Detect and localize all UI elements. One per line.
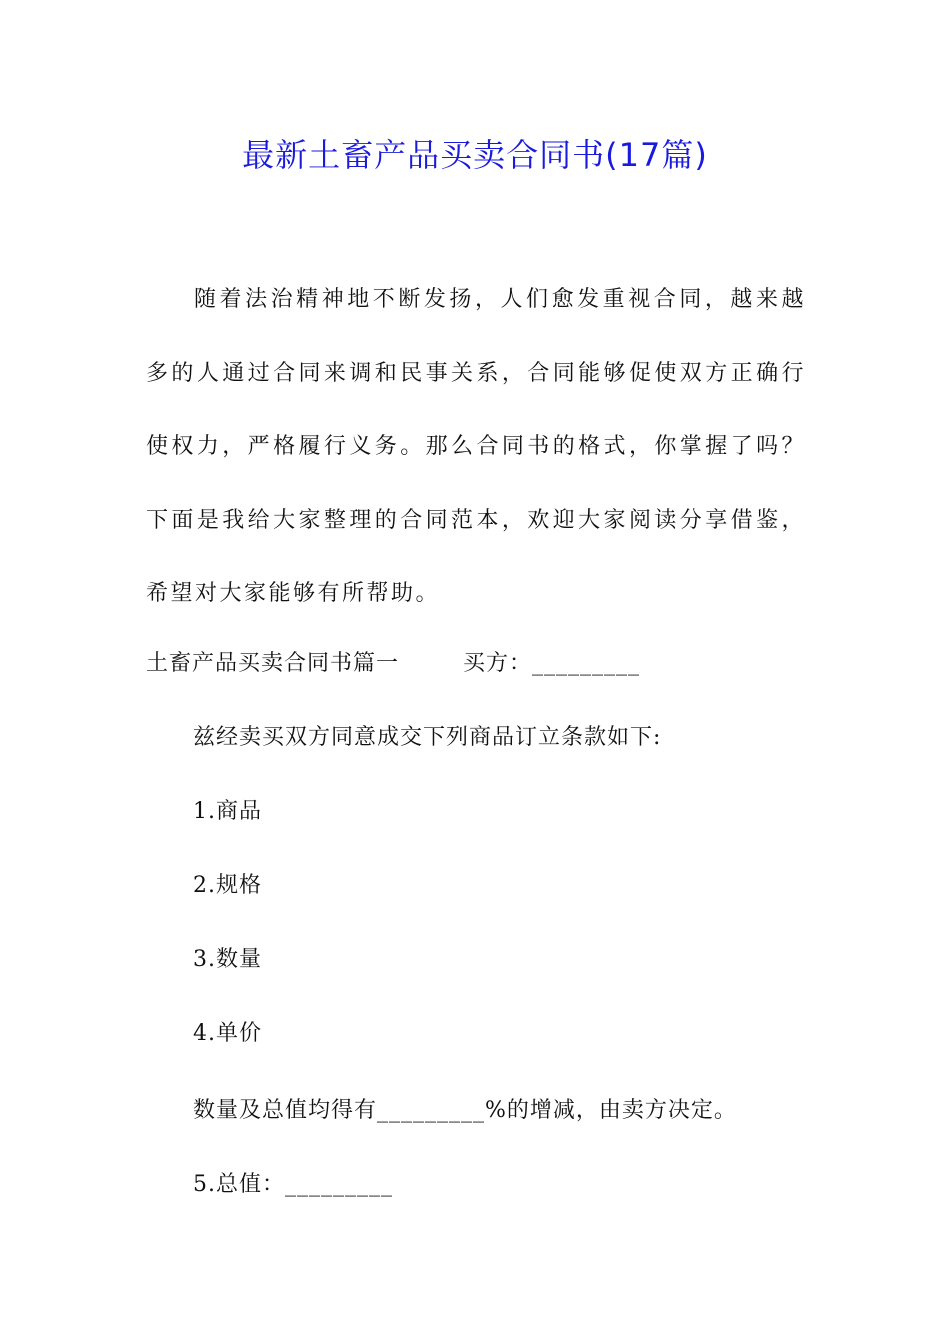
- item-quantity: 3.数量: [193, 947, 262, 972]
- item-unit-price: 4.单价: [193, 1021, 262, 1046]
- agreement-line: 兹经卖买双方同意成交下列商品订立条款如下:: [193, 725, 662, 750]
- item-product: 1.商品: [193, 799, 262, 824]
- intro-paragraph: 随着法治精神地不断发扬，人们愈发重视合同，越来越多的人通过合同来调和民事关系，合同能够促使双方正确行使权力，严格履行义务。那么合同书的格式，你掌握了吗？下面是我给大家整理的合同范本，欢迎大家阅读分享借鉴，希望对大家能够有所帮助。: [146, 287, 806, 606]
- item-spec: 2.规格: [193, 873, 262, 898]
- total-value-line: 5.总值：_________: [193, 1172, 393, 1197]
- document-title: 最新土畜产品买卖合同书(17篇): [242, 136, 708, 174]
- quantity-note: 数量及总值均得有_________%的增减，由卖方决定。: [193, 1098, 737, 1123]
- section-heading: 土畜产品买卖合同书篇一 买方：_________: [146, 651, 640, 676]
